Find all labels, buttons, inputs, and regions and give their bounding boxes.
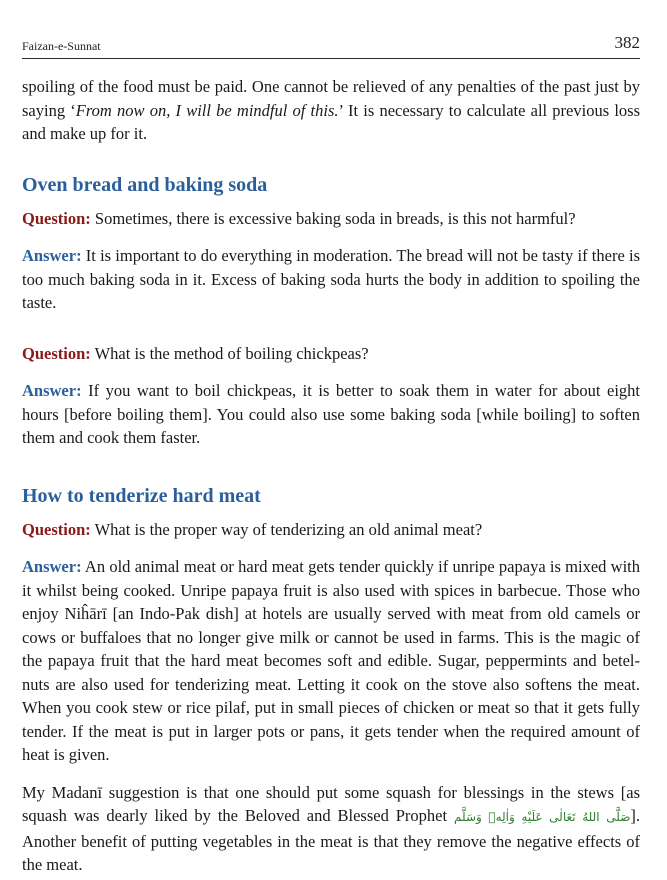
page-number: 382 <box>614 33 640 52</box>
section-heading-oven-bread: Oven bread and baking soda <box>22 173 268 196</box>
answer-label: Answer: <box>22 381 82 400</box>
question-label: Question: <box>22 343 91 363</box>
question-baking-soda: Question: Sometimes, there is excessive baking soda in breads, is this not harmful? <box>22 208 576 228</box>
answer-tenderize: Answer: An old animal meat or hard meat gets tender quickly if unripe papaya is mixed with it whilst being cooked. Unripe papaya fruit is also used with spices in barbecue. Those who enjoy Niĥārī [an Indo-Pak dish] at hotels are usually served with meat from old camels or cows or buffaloes that no longer give milk or cannot be used in farms. This is the magic of the papaya fruit that the hard meat becomes soft and edible. Sugar, peppermints and betel-nuts are also used for tenderizing meat. Letting it cook on the stove also softens the meat. When you cook stew or rice pilaf, put in small pieces of chicken or meat so that it gets fully tender. If the meat is put in larger pots or pans, it gets tender when the required amount of heat is given. <box>22 557 640 764</box>
running-header <box>22 33 640 55</box>
answer-label: Answer: <box>22 246 82 265</box>
question-chickpeas: Question: What is the method of boiling chickpeas? <box>22 343 369 363</box>
question-label: Question: <box>22 208 91 228</box>
book-title: Faizan-e-Sunnat <box>22 39 101 53</box>
intro-paragraph: spoiling of the food must be paid. One cannot be relieved of any penalties of the past just by saying ‘From now on, I will be mindful of this.’ It is necessary to calculate all previous loss and make up for it. <box>22 77 640 143</box>
answer-label: Answer: <box>22 557 82 576</box>
page-body <box>22 75 640 877</box>
italic-quote: From now on, I will be mindful of this. <box>75 100 339 120</box>
answer-chickpeas: Answer: If you want to boil chickpeas, it is better to soak them in water for about eight hours [before boiling them]. You could also use some baking soda [while boiling] to soften them and cook them faster. <box>22 381 640 447</box>
question-tenderize: Question: What is the proper way of tenderizing an old animal meat? <box>22 519 483 539</box>
salutation-calligraphy: صَلَّى اللهُ تَعَالٰى عَلَيْهِ وَاٰلِهٖ وَسَلَّم <box>453 810 631 824</box>
section-heading-tenderize-meat: How to tenderize hard meat <box>22 484 261 507</box>
answer-baking-soda: Answer: It is important to do everything in moderation. The bread will not be tasty if there is too much baking soda in it. Excess of baking soda hurts the body in addition to spoiling the taste. <box>22 246 640 312</box>
madani-suggestion-paragraph: My Madanī suggestion is that one should put some squash for blessings in the stews [as squash was dearly liked by the Beloved and Blessed Prophet صَلَّى اللهُ تَعَالٰى عَلَيْهِ وَاٰلِهٖ وَسَلَّم]. Another benefit of putting vegetables in the meat is that they remove the negative effects of the meat. <box>22 782 641 874</box>
header-divider <box>22 58 640 59</box>
question-label: Question: <box>22 519 91 539</box>
